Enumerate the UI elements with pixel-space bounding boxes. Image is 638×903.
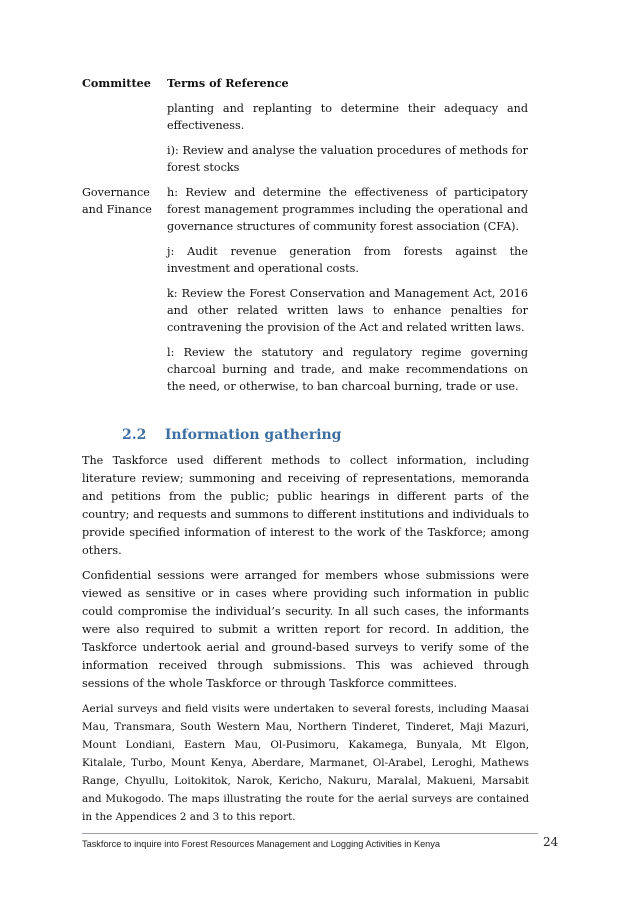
term-item: planting and replanting to determine their adequacy and effectiveness. [167,102,528,132]
section-heading [122,427,341,443]
header-committee: Committee [82,76,151,90]
footer-text: Taskforce to inquire into Forest Resources Management and Logging Activities in Kenya [82,839,440,849]
term-item: l: Review the statutory and regulatory regime governing charcoal burning and trade, and make recommendations on the need, or otherwise, to ban charcoal burning, trade or use. [167,346,528,393]
committee-cell [82,100,167,184]
section-number: 2.2 [122,427,147,443]
section-body [82,452,529,833]
footer-divider [82,833,538,834]
term-item: k: Review the Forest Conservation and Management Act, 2016 and other related written laws to enhance penalties for contravening the provision of the Act and related written laws. [167,287,528,334]
committee-cell: Governance and Finance [82,186,152,216]
terms-of-reference-table [82,75,528,403]
paragraph: Confidential sessions were arranged for members whose submissions were viewed as sensitive or in cases where providing such information in public could compromise the individual’s security. In all such cases, the informants were also required to submit a written report for record. In addition, the Taskforce undertook aerial and ground-based surveys to verify some of the information received through submissions. This was achieved through sessions of the whole Taskforce or through Taskforce committees. [82,569,529,690]
terms-cell [167,100,528,184]
terms-cell [167,184,528,403]
table-header-row [82,75,528,92]
table-row [82,100,528,184]
term-item: h: Review and determine the effectiveness of participatory forest management programmes including the operational and governance structures of community forest association (CFA). [167,186,528,233]
paragraph: Aerial surveys and field visits were undertaken to several forests, including Maasai Mau, Transmara, South Western Mau, Northern Tinderet, Tinderet, Maji Mazuri, Mount Londiani, Eastern Mau, Ol-Pusimoru, Kakamega, Bunyala, Mt Elgon, Kitalale, Turbo, Mount Kenya, Aberdare, Marmanet, Ol-Arabel, Leroghi, Mathews Range, Chyullu, Loitokitok, Narok, Kericho, Nakuru, Maralal, Makueni, Marsabit and Mukogodo. The maps illustrating the route for the aerial surveys are contained in the Appendices 2 and 3 to this report. [82,703,529,823]
page-number: 24 [543,835,559,849]
paragraph: The Taskforce used different methods to collect information, including literature review; summoning and receiving of representations, memoranda and petitions from the public; public hearings in different parts of the country; and requests and summons to different institutions and individuals to provide specified information of interest to the work of the Taskforce; among others. [82,454,529,557]
header-terms-of-reference: Terms of Reference [167,76,289,90]
term-item: i): Review and analyse the valuation procedures of methods for forest stocks [167,144,528,174]
section-title: Information gathering [164,427,342,443]
table-row [82,184,528,403]
term-item: j: Audit revenue generation from forests against the investment and operational costs. [167,245,528,275]
